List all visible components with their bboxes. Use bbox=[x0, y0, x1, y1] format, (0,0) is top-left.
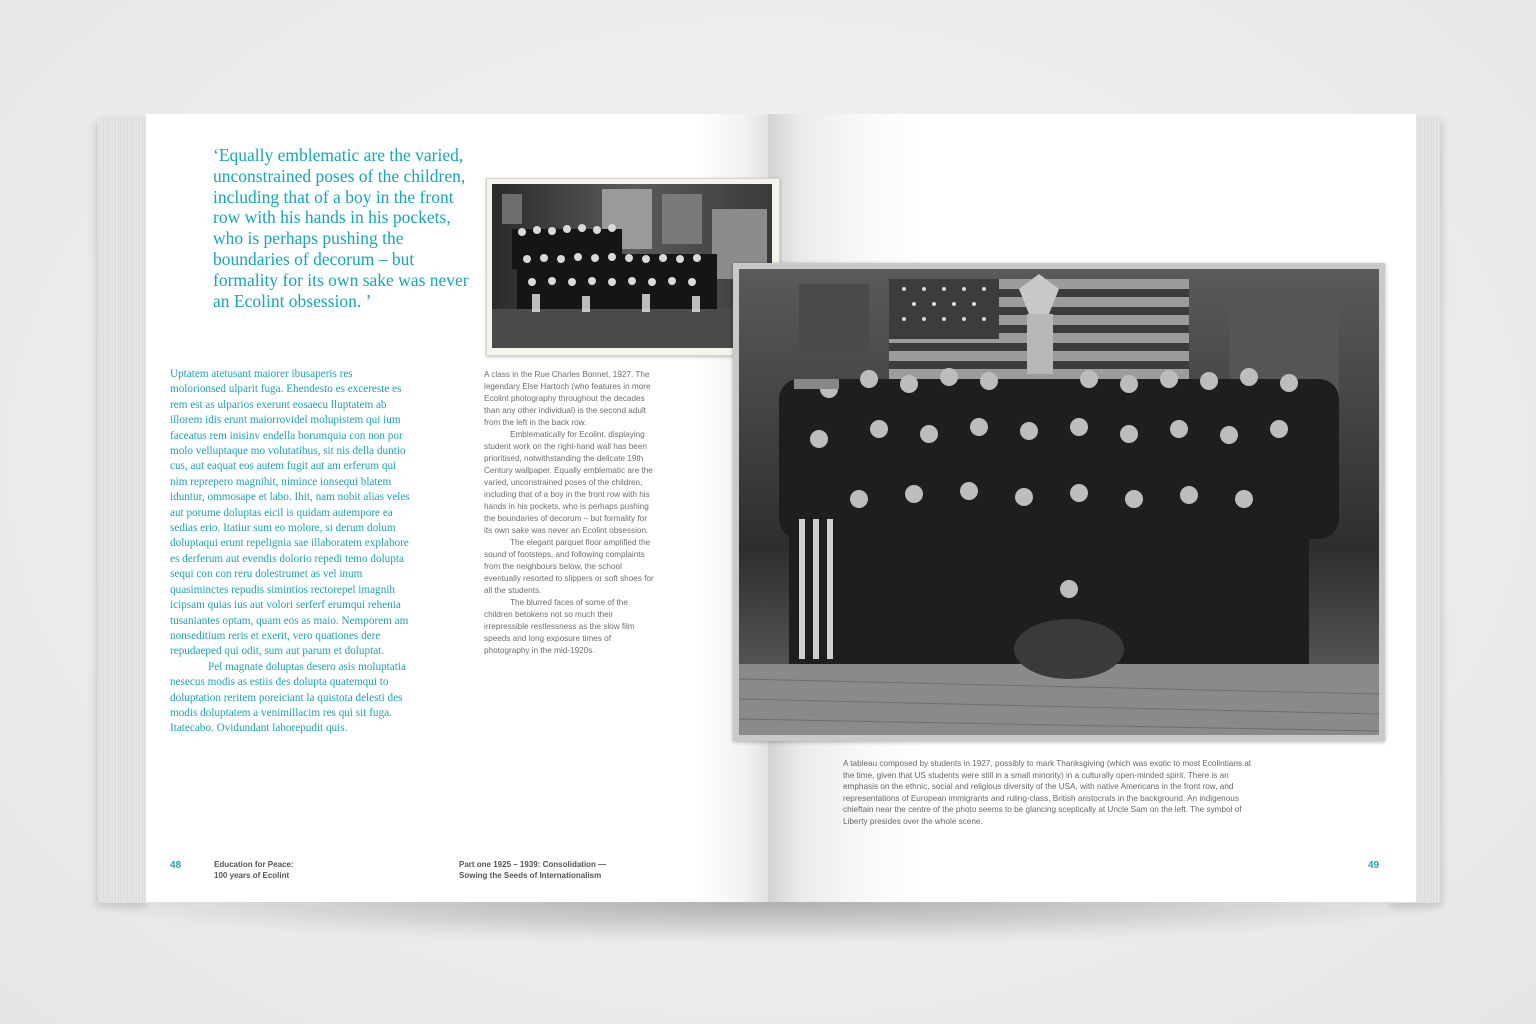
running-section-line: Sowing the Seeds of Internationalism bbox=[459, 870, 602, 880]
tableau-photo-image bbox=[739, 269, 1379, 735]
body-paragraph: Uptatem atetusant maiorer ibusaperis res molorionsed ulparit fuga. Ehendesto es excereste es rem est as ulparios exerunt eosaecu lluptatem ab illorem idis erunt maiorrovidel molupistem qui ium faceatus rem inisinv endella borumquia con non por molo velluptaque mo volutatibus, sit nis della duntio cus, aut eaquat eos autem fugit aut am erferum qui nim reprepero magnihit, nimince ionsequi blatem iduntur, ommosape et labo. Ihit, nam nobit alias veles aut porume doluptas eicil is quidam autempore ea sedias erio. Itatiur sum eo molore, si derum dolum doluptaqui erunt repelignia sae illaboratem explabore es derferum aut evendis dolorio repedi temo dolupta sequi con con reru dolestrumet as vel inum quasiminctes repudis simintios rectorepel imagnih icipsam quias ius aut volori serferf erumqui rehenia tusaniantes optam, quam eos as maio. Nemporem am nonseditium reris et exerit, vero quationes dere repudaeped qui odit, sum aut parum et doluptat. bbox=[170, 368, 410, 658]
photo-caption-class bbox=[484, 369, 656, 657]
photo-caption-tableau: A tableau composed by students in 1927, possibly to mark Thanksgiving (which was exotic to most Ecolintians at the time, given that US students were still in a small minority) in a culturally open-minded spirit. There is an emphasis on the ethnic, social and religious diversity of the USA, with native Americans in the front row, and representations of European immigrants and ruling-class, British aristocrats in the background. An indigenous chieftain near the centre of the photo seems to be glancing sceptically at Uncle Sam on the left. The symbol of Liberty presides over the whole scene. bbox=[843, 759, 1252, 826]
tableau-photo bbox=[733, 263, 1385, 741]
caption-paragraph: A class in the Rue Charles Bonnet, 1927. The legendary Else Hartoch (who features in more Ecolint photography throughout the decades than any other individual) is the second adult from the left in the back row. bbox=[484, 370, 651, 427]
running-title-line: 100 years of Ecolint bbox=[214, 870, 290, 880]
caption-paragraph: The elegant parquet floor amplified the sound of footsteps, and following complaints from the neighbours below, the school eventually resorted to slippers or soft shoes for all the students. bbox=[484, 538, 654, 595]
running-section bbox=[459, 860, 606, 881]
pull-quote: ‘Equally emblematic are the varied, unconstrained poses of the children, including that of a boy in the front row with his hands in his pockets, who is perhaps pushing the boundaries of decorum – but formality for its own sake was never an Ecolint obsession. ’ bbox=[213, 145, 469, 311]
running-title bbox=[214, 860, 294, 881]
body-paragraph: Pel magnate doluptas desero asis moluptatia nesecus modis as estiis des dolupta quatemqui to doluptation reritem poreiciant la quistota delesti des modis doluptatem a venimillacim res qui sit fuga. Itatecabo. Ovidundant laborepudit quis. bbox=[170, 660, 406, 735]
caption-paragraph: The blurred faces of some of the children betokens not so much their irrepressible restlessness as the slow film speeds and long exposure times of photography in the mid-1920s. bbox=[484, 598, 635, 655]
page-block-left-edge bbox=[98, 117, 148, 903]
class-photo-image bbox=[492, 184, 772, 348]
page-number-right: 49 bbox=[1368, 860, 1380, 871]
page-number-left: 48 bbox=[170, 860, 182, 871]
running-section-line: Part one 1925 – 1939: Consolidation — bbox=[459, 860, 607, 869]
caption-paragraph: Emblematically for Ecolint, displaying student work on the right-hand wall has been prioritised, notwithstanding the delicate 19th Century wallpaper. Equally emblematic are the varied, unconstrained poses of the children, including that of a boy in the front row with his hands in his pockets, who is perhaps pushing the boundaries of decorum – but formality for its own sake was never an Ecolint obsession. bbox=[484, 430, 653, 535]
running-title-line: Education for Peace: bbox=[214, 860, 294, 869]
body-text bbox=[170, 367, 410, 737]
